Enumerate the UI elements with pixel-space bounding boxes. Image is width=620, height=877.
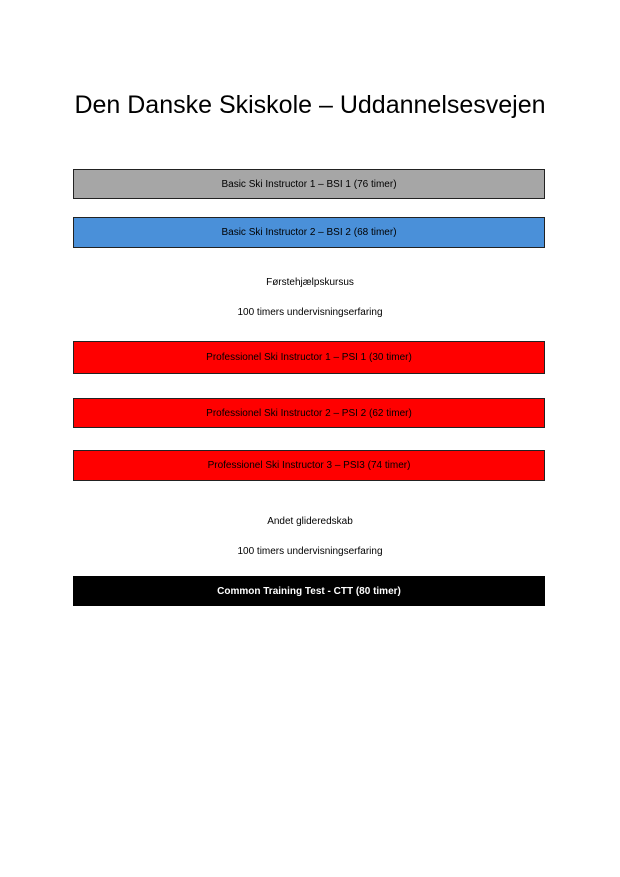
step-psi2 xyxy=(73,398,545,428)
step-ctt xyxy=(73,576,545,606)
step-bsi2 xyxy=(73,217,545,248)
step-psi1-label: Professionel Ski Instructor 1 – PSI 1 (30 timer) xyxy=(206,352,412,363)
teaching-experience-text-1: 100 timers undervisningserfaring xyxy=(237,307,383,318)
teaching-experience-text-2: 100 timers undervisningserfaring xyxy=(237,546,383,557)
step-psi3 xyxy=(73,450,545,481)
step-ctt-label: Common Training Test - CTT (80 timer) xyxy=(217,585,401,597)
page-title: Den Danske Skiskole – Uddannelsesvejen xyxy=(74,91,546,119)
step-bsi1 xyxy=(73,169,545,199)
step-psi2-label: Professionel Ski Instructor 2 – PSI 2 (62 timer) xyxy=(206,407,412,419)
step-psi1 xyxy=(73,341,545,374)
step-psi3-label: Professionel Ski Instructor 3 – PSI3 (74 timer) xyxy=(207,460,411,471)
first-aid-course-text: Førstehjælpskursus xyxy=(266,277,354,288)
step-bsi2-label: Basic Ski Instructor 2 – BSI 2 (68 timer) xyxy=(221,227,397,238)
step-bsi1-label: Basic Ski Instructor 1 – BSI 1 (76 timer) xyxy=(221,178,397,190)
other-gliding-equipment-text: Andet glideredskab xyxy=(267,516,353,527)
